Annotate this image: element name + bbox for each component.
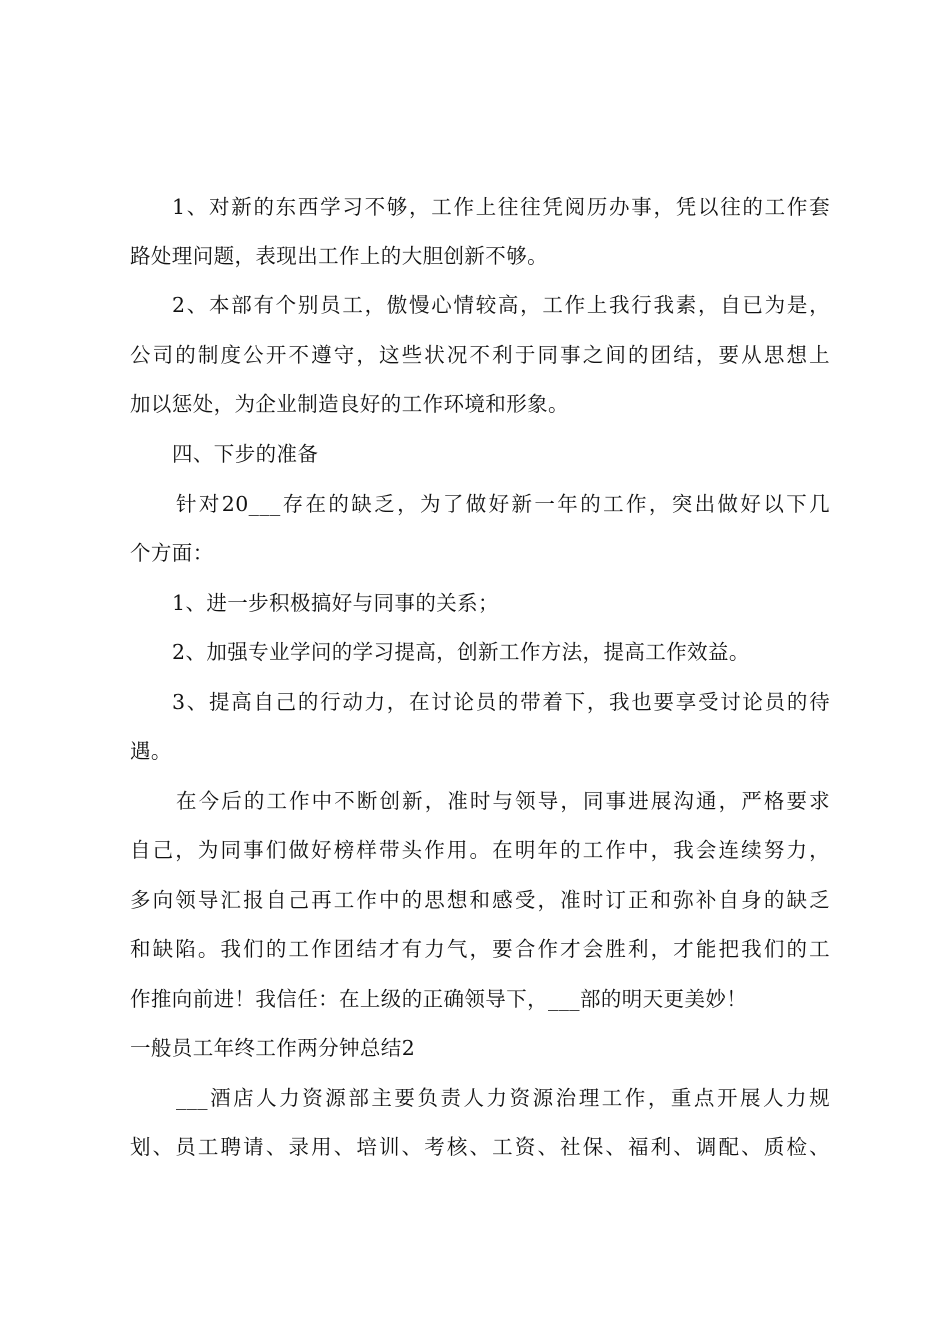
paragraph-line: 路处理问题，表现出工作上的大胆创新不够。 bbox=[130, 244, 548, 268]
list-item: 2、加强专业学问的学习提高，创新工作方法，提高工作效益。 bbox=[172, 640, 750, 664]
paragraph-line: 多向领导汇报自己再工作中的思想和感受，准时订正和弥补自身的缺乏 bbox=[130, 888, 830, 912]
paragraph-line: 作推向前进！我信任：在上级的正确领导下，___部的明天更美妙！ bbox=[130, 987, 748, 1011]
paragraph-line: 1、对新的东西学习不够，工作上往往凭阅历办事，凭以往的工作套 bbox=[172, 195, 830, 219]
paragraph-line: 自己，为同事们做好榜样带头作用。在明年的工作中，我会连续努力， bbox=[130, 838, 830, 862]
paragraph-line: 划、员工聘请、录用、培训、考核、工资、社保、福利、调配、质检、 bbox=[130, 1135, 830, 1159]
paragraph-line: ___酒店人力资源部主要负责人力资源治理工作，重点开展人力规 bbox=[176, 1086, 830, 1110]
section-title: 一般员工年终工作两分钟总结2 bbox=[130, 1036, 416, 1060]
paragraph-line: 公司的制度公开不遵守，这些状况不利于同事之间的团结，要从思想上 bbox=[130, 343, 830, 367]
paragraph-line: 个方面： bbox=[130, 541, 214, 565]
paragraph-line: 在今后的工作中不断创新，准时与领导，同事进展沟通，严格要求 bbox=[176, 789, 830, 813]
list-item: 3、提高自己的行动力，在讨论员的带着下，我也要享受讨论员的待 bbox=[172, 690, 830, 714]
paragraph-line: 遇。 bbox=[130, 739, 172, 763]
paragraph-line: 针对20___存在的缺乏，为了做好新一年的工作，突出做好以下几 bbox=[176, 492, 830, 516]
paragraph-line: 2、本部有个别员工，傲慢心情较高，工作上我行我素，自已为是， bbox=[172, 293, 830, 317]
paragraph-line: 和缺陷。我们的工作团结才有力气，要合作才会胜利，才能把我们的工 bbox=[130, 937, 830, 961]
section-heading: 四、下步的准备 bbox=[172, 442, 319, 466]
paragraph-line: 加以惩处，为企业制造良好的工作环境和形象。 bbox=[130, 392, 569, 416]
list-item: 1、进一步积极搞好与同事的关系； bbox=[172, 591, 499, 615]
